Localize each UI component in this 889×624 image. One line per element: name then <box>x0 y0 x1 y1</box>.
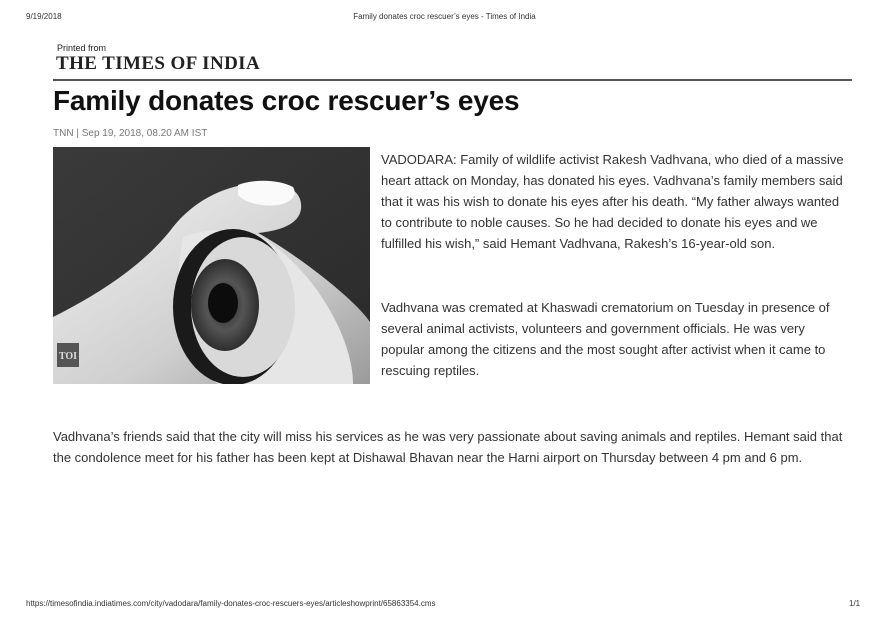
print-page-title: Family donates croc rescuer’s eyes - Times of India <box>353 12 536 21</box>
header-divider <box>53 79 852 81</box>
article-headline: Family donates croc rescuer’s eyes <box>53 85 520 116</box>
article-image <box>53 147 370 384</box>
eye-illustration <box>53 147 370 384</box>
article-paragraph-3: Vadhvana’s friends said that the city will miss his services as he was very passionate about saving animals and reptiles. Hemant said that the condolence meet for his father has been kept at Dishawal Bhavan near the Harni airport on Thursday between 4 pm and 6 pm. <box>53 429 843 465</box>
print-url: https://timesofindia.indiatimes.com/city/vadodara/family-donates-croc-rescuers-eyes/articleshowprint/65863354.cms <box>26 599 436 608</box>
toi-watermark: TOI <box>58 351 78 362</box>
article-byline: TNN | Sep 19, 2018, 08.20 AM IST <box>53 128 208 139</box>
brand-logo: THE TIMES OF INDIA <box>56 53 261 74</box>
print-date: 9/19/2018 <box>26 12 62 21</box>
printed-from-label: Printed from <box>57 43 107 53</box>
print-page-number: 1/1 <box>849 599 861 608</box>
article-paragraph-1: VADODARA: Family of wildlife activist Rakesh Vadhvana, who died of a massive heart attack on Monday, has donated his eyes. Vadhvana’s family members said that it was his wish to donate his eyes after his death. “My father always wanted to contribute to noble causes. So he had decided to donate his eyes and we fulfilled his wish,” said Hemant Vadhvana, Rakesh’s 16-year-old son. <box>381 152 844 251</box>
article-paragraph-2: Vadhvana was cremated at Khaswadi crematorium on Tuesday in presence of several animal activists, volunteers and government officials. He was very popular among the citizens and the most sought after activist when it came to rescuing reptiles. <box>381 300 830 378</box>
